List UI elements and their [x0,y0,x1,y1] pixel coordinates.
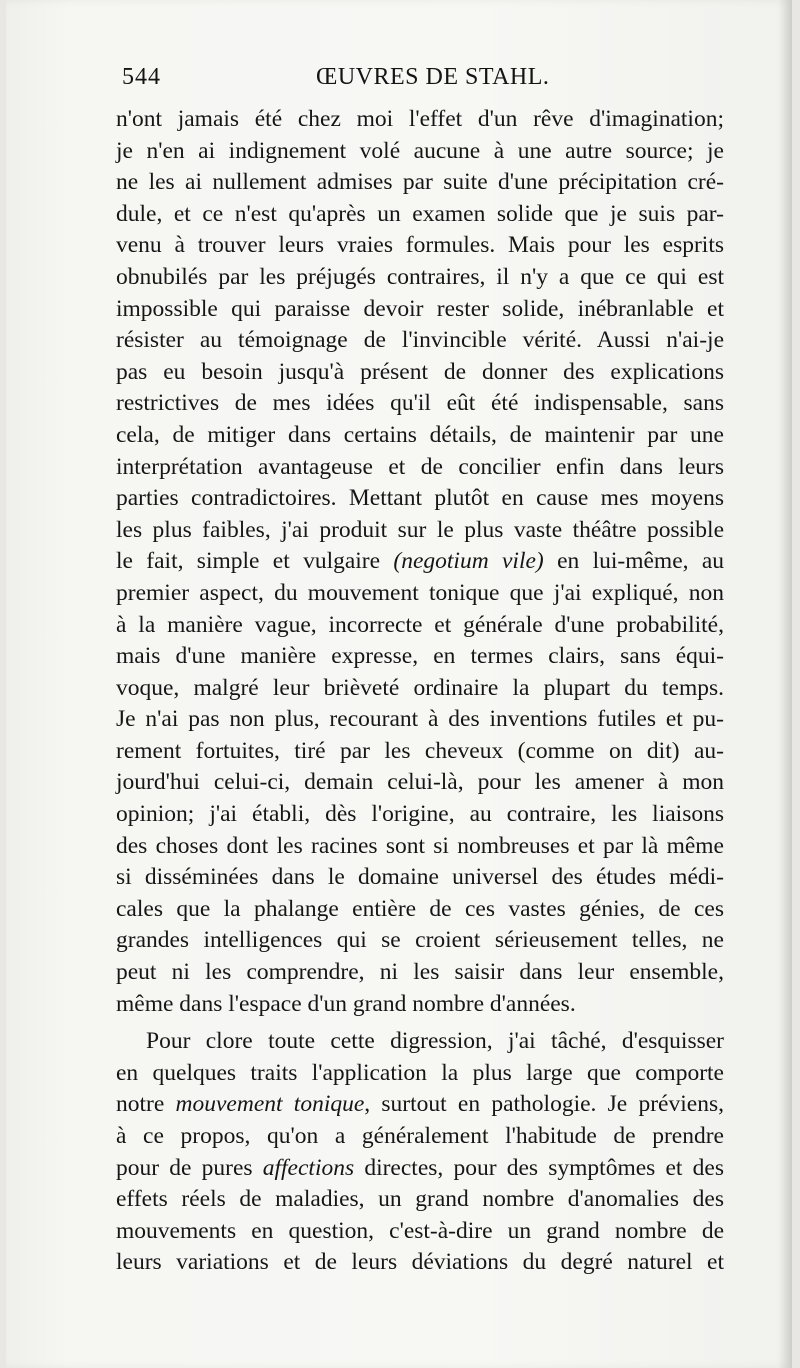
paragraph-first-line: Pour clore toute cette digression, j'ai tâché, d'esquisser [146,1028,724,1055]
text-segment: le fait, simple et vulgaire [116,548,394,575]
italic-phrase: mouvement tonique [175,1091,365,1118]
italic-phrase: affections [262,1154,355,1181]
text-line [116,546,724,578]
text-segment: pour de pures [116,1154,263,1181]
text-line: n'ont jamais été chez moi l'effet d'un rêve d'imagination; [116,106,724,132]
text-line: interprétation avantageuse et de concilier enfin dans leurs [116,453,724,480]
text-line: ne les ai nullement admises par suite d'une précipitation cré- [116,169,724,196]
text-segment: notre [116,1091,176,1118]
text-line: en quelques traits l'application la plus large que comporte [116,1059,724,1086]
text-line: grandes intelligences qui se croient sérieusement telles, ne [116,927,724,954]
text-line: mais d'une manière expresse, en termes clairs, sans équi- [116,643,724,670]
text-segment: , surtout en pathologie. Je préviens, [364,1091,724,1118]
text-line: des choses dont les racines sont si nombreuses et par là même [116,832,724,859]
text-line: obnubilés par les préjugés contraires, il n'y a que ce qui est [116,263,724,290]
text-line [116,1153,724,1185]
text-line: Je n'ai pas non plus, recourant à des inventions futiles et pu- [116,706,724,733]
text-line [116,1089,724,1121]
text-line: venu à trouver leurs vraies formules. Mais pour les esprits [116,232,724,259]
text-line: rement fortuites, tiré par les cheveux (comme on dit) au- [116,737,724,764]
text-line: leurs variations et de leurs déviations du degré naturel et [116,1249,724,1276]
text-line: parties contradictoires. Mettant plutôt en cause mes moyens [116,485,724,512]
text-line: dule, et ce n'est qu'après un examen solide que je suis par- [116,200,724,227]
text-line: je n'en ai indignement volé aucune à une autre source; je [116,137,724,164]
body-text [116,104,724,1279]
page-edge-shadow [778,0,792,1368]
text-line: peut ni les comprendre, ni les saisir dans leur ensemble, [116,959,724,986]
text-line: cales que la phalange entière de ces vastes génies, de ces [116,895,724,922]
text-line: à ce propos, qu'on a généralement l'habitude de prendre [116,1123,724,1149]
text-line: restrictives de mes idées qu'il eût été indispensable, sans [116,390,724,417]
page-number: 544 [122,64,161,90]
text-line: opinion; j'ai établi, dès l'origine, au contraire, les liaisons [116,801,724,828]
italic-phrase: (negotium vile) [393,548,544,575]
text-line: cela, de mitiger dans certains détails, de maintenir par une [116,421,724,448]
paragraph-last-line: même dans l'espace d'un grand nombre d'années. [116,990,576,1017]
running-title: ŒUVRES DE STAHL. [316,64,550,90]
text-line: si disséminées dans le domaine universel des études médi- [116,864,724,891]
text-line: pas eu besoin jusqu'à présent de donner des explications [116,358,724,385]
text-line: résister au témoignage de l'invincible vérité. Aussi n'ai-je [116,327,724,354]
text-line: voque, malgré leur brièveté ordinaire la plupart du temps. [116,674,724,701]
text-segment: directes, pour des symptômes et des [354,1154,724,1181]
text-line: impossible qui paraisse devoir rester solide, inébranlable et [116,295,724,322]
text-line: effets réels de maladies, un grand nombre d'anomalies des [116,1186,724,1213]
text-line: jourd'hui celui-ci, demain celui-là, pour les amener à mon [116,769,724,796]
text-line: premier aspect, du mouvement tonique que j'ai expliqué, non [116,579,724,606]
text-segment: en lui-même, au [543,548,725,575]
text-line: à la manière vague, incorrecte et générale d'une probabilité, [116,611,724,638]
page-header [122,64,722,98]
text-line: les plus faibles, j'ai produit sur le plus vaste théâtre possible [116,516,724,543]
text-line: mouvements en question, c'est-à-dire un grand nombre de [116,1217,724,1244]
